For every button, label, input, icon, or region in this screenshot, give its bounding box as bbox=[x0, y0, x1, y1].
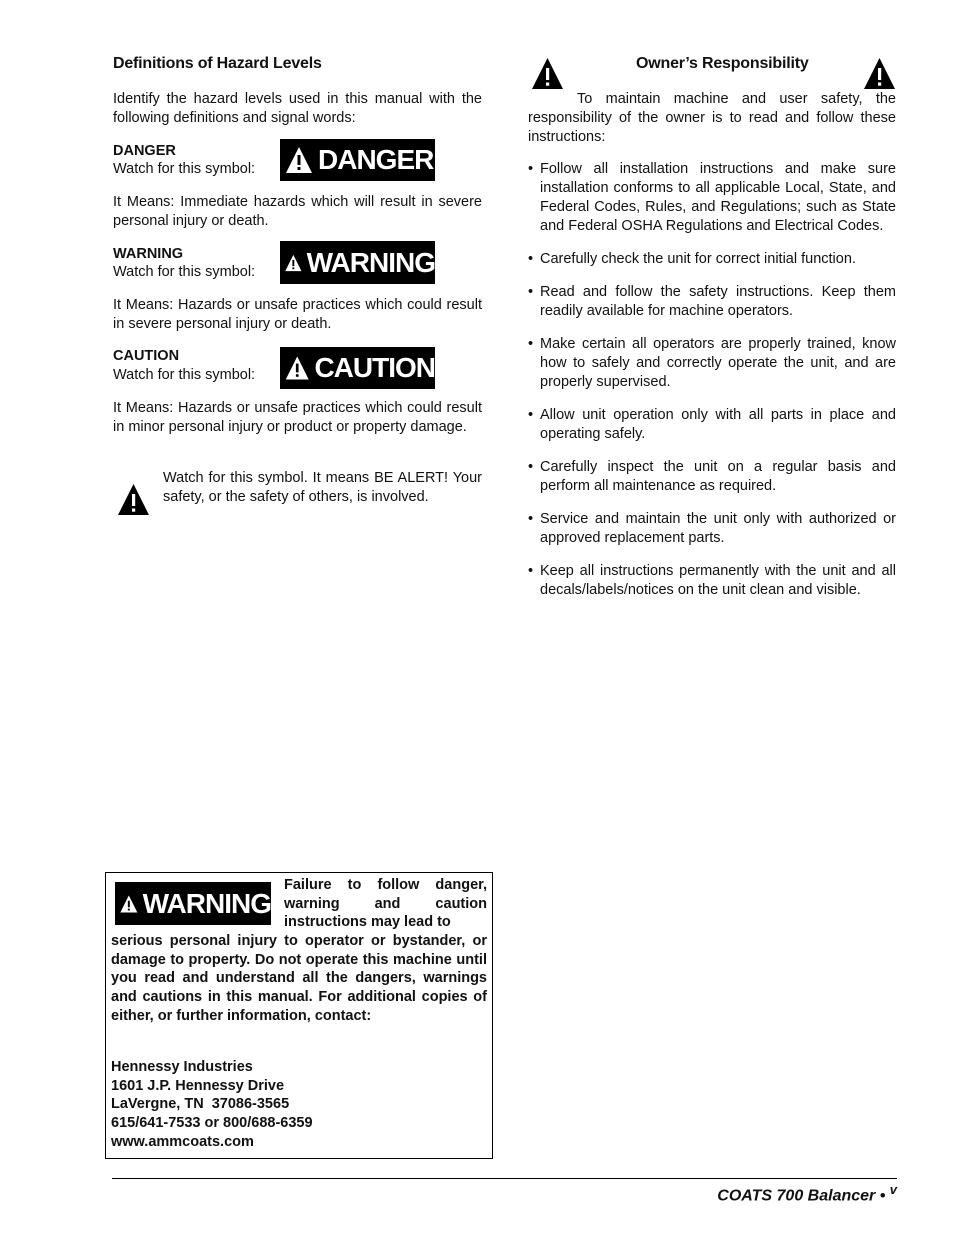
contact-block bbox=[111, 1058, 487, 1152]
contact-website: www.ammcoats.com bbox=[111, 1133, 254, 1150]
danger-watch-text: Watch for this symbol: bbox=[113, 161, 256, 177]
contact-company: Hennessy Industries bbox=[111, 1059, 253, 1075]
warning-badge bbox=[280, 241, 435, 284]
warning-box-text-main: serious personal injury to operator or bystander, or damage to property. Do not operate this machine until you read and understand all the dangers, warnings and cautions in this manual. For additional copies of either, or further information, contact: bbox=[111, 933, 487, 1024]
list-item: • Service and maintain the unit only with authorized or approved replacement parts. bbox=[528, 510, 896, 548]
alert-triangle-icon bbox=[284, 353, 310, 383]
danger-badge-text: DANGER bbox=[318, 144, 434, 175]
alert-triangle-icon bbox=[117, 483, 150, 516]
warning-label: WARNING bbox=[113, 246, 184, 262]
owners-responsibility-heading: Owner’s Responsibility bbox=[636, 55, 809, 72]
alert-triangle-icon bbox=[531, 57, 564, 90]
owner-intro: To maintain machine and user safety, the responsibility of the owner is to read and follow these instructions: bbox=[528, 91, 896, 145]
be-alert-text: Watch for this symbol. It means BE ALERT! Your safety, or the safety of others, is involved. bbox=[163, 470, 482, 505]
alert-triangle-icon bbox=[119, 889, 139, 919]
warning-box-text-top: Failure to follow danger, warning and caution instructions may lead to bbox=[284, 877, 487, 931]
list-item: • Allow unit operation only with all parts in place and operating safely. bbox=[528, 406, 896, 444]
warning-notice-box bbox=[105, 872, 493, 1159]
alert-triangle-icon bbox=[863, 57, 896, 90]
footer-title: COATS 700 Balancer • bbox=[717, 1187, 886, 1205]
contact-city: LaVergne, TN 37086-3565 bbox=[111, 1096, 290, 1113]
list-item: • Carefully inspect the unit on a regular basis and perform all maintenance as required. bbox=[528, 458, 896, 496]
caution-watch-text: Watch for this symbol: bbox=[113, 367, 256, 383]
owner-bullet-list bbox=[528, 160, 896, 614]
list-item: • Carefully check the unit for correct initial function. bbox=[528, 250, 896, 269]
warning-badge-text: WARNING bbox=[306, 246, 435, 278]
alert-triangle-icon bbox=[284, 145, 314, 175]
warning-meaning: It Means: Hazards or unsafe practices which could result in severe personal injury or death. bbox=[113, 297, 482, 332]
list-item: • Make certain all operators are properly trained, know how to safely and correctly operate the unit, and are properly supervised. bbox=[528, 335, 896, 392]
page-number: v bbox=[889, 1182, 897, 1197]
alert-triangle-icon bbox=[284, 248, 303, 278]
hazard-intro: Identify the hazard levels used in this manual with the following definitions and signal words: bbox=[113, 91, 482, 126]
list-item: • Keep all instructions permanently with the unit and all decals/labels/notices on the unit clean and visible. bbox=[528, 562, 896, 600]
warning-watch-text: Watch for this symbol: bbox=[113, 264, 256, 280]
danger-meaning: It Means: Immediate hazards which will result in severe personal injury or death. bbox=[113, 194, 482, 229]
list-item: • Follow all installation instructions and make sure installation conforms to all applicable Local, State, and Federal Codes, Rules, and Regulations; such as State and Federal OSHA Regulations and Electrical Codes. bbox=[528, 160, 896, 236]
danger-label: DANGER bbox=[113, 143, 176, 159]
footer-rule bbox=[112, 1178, 897, 1179]
caution-badge-text: CAUTION bbox=[314, 352, 435, 383]
page-footer bbox=[717, 1182, 897, 1205]
warning-box-badge bbox=[115, 882, 271, 925]
caution-badge bbox=[280, 347, 435, 389]
contact-phone: 615/641-7533 or 800/688-6359 bbox=[111, 1115, 313, 1132]
contact-street: 1601 J.P. Hennessy Drive bbox=[111, 1077, 285, 1094]
caution-label: CAUTION bbox=[113, 348, 180, 364]
danger-badge bbox=[280, 139, 435, 181]
warning-box-badge-text: WARNING bbox=[142, 887, 271, 919]
caution-meaning: It Means: Hazards or unsafe practices which could result in minor personal injury or product or property damage. bbox=[113, 400, 482, 435]
list-item: • Read and follow the safety instructions. Keep them readily available for machine operators. bbox=[528, 283, 896, 321]
hazard-levels-heading: Definitions of Hazard Levels bbox=[113, 55, 322, 72]
